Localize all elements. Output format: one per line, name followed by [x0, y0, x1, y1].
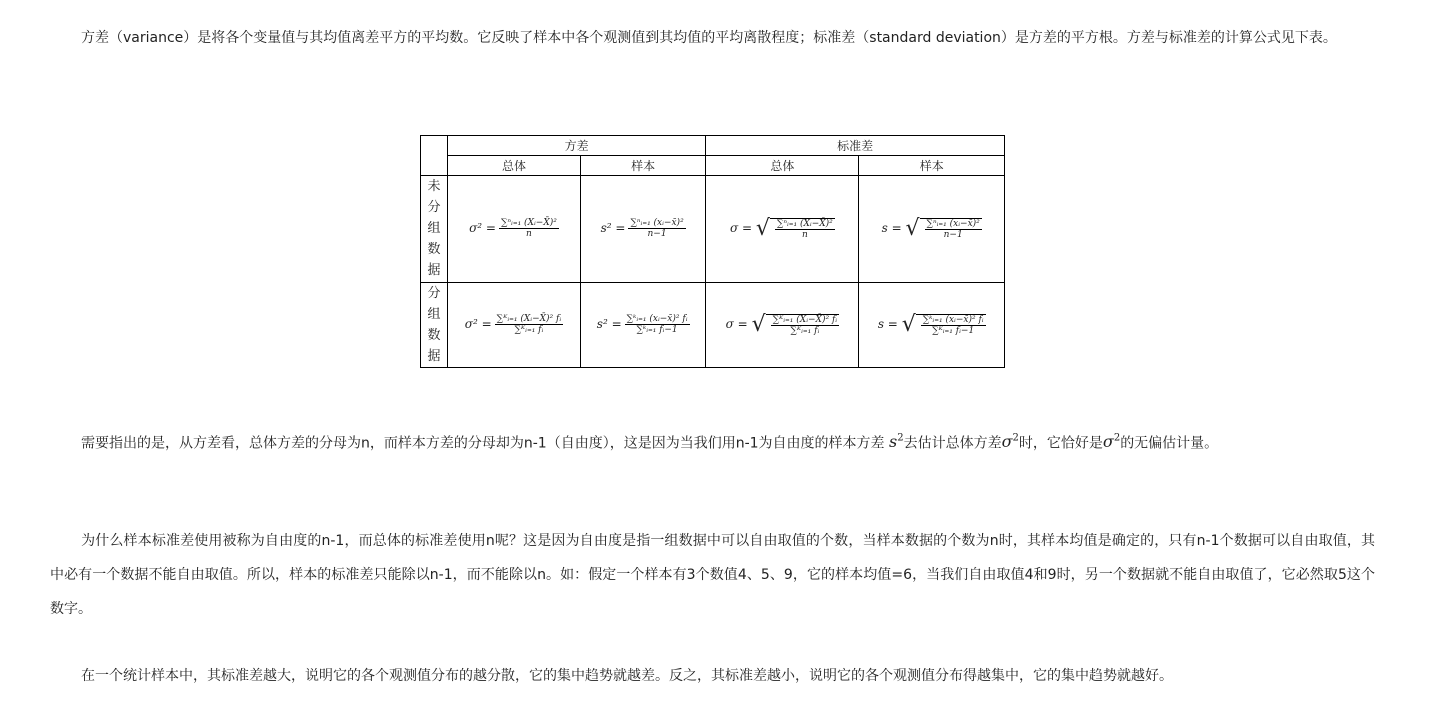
intro-paragraph [50, 21, 1375, 55]
formula-table [420, 135, 1005, 368]
ungrouped-pop-std: σ = √ $\frac{\text{∑ⁿᵢ₌₁ (Xᵢ−X̄)²}}{n}$ [706, 176, 859, 282]
sub-population-var: 总体 [448, 156, 581, 176]
sample-variance-symbol: $s^2$ [889, 432, 904, 452]
why-n-minus-1-paragraph: 为什么样本标准差使用被称为自由度的n-1，而总体的标准差使用n呢？这是因为自由度是指一组数据中可以自由取值的个数，当样本数据的个数为n时，其样本均值是确定的，只有n-1个数据可以自由取值，其中必有一个数据不能自由取值。所以，样本的标准差只能除以n-1，而不能除以n。如：假定一个样本有3个数值4、5、9，它的样本均值=6，当我们自由取值4和9时，另一个数据就不能自由取值了，它必然取5这个数字。 [50, 533, 1375, 617]
population-variance-symbol-2: $\sigma^2$ [1102, 432, 1121, 452]
population-variance-symbol: $\sigma^2$ [1001, 432, 1019, 452]
sub-sample-var: 样本 [580, 156, 705, 176]
grouped-sample-std: s = √ $\frac{\text{∑ᵏᵢ₌₁ (xᵢ−x̄)² fᵢ}}{\text{∑ᴷᵢ₌₁ fᵢ−1}}$ [859, 282, 1005, 367]
dispersion-paragraph: 在一个统计样本中，其标准差越大，说明它的各个观测值分布的越分散，它的集中趋势就越差。反之，其标准差越小，说明它的各个观测值分布得越集中，它的集中趋势就越好。 [81, 668, 1173, 684]
header-std: 标准差 [706, 136, 1005, 156]
ungrouped-pop-variance: σ² = $\frac{\text{∑ⁿᵢ₌₁ (Xᵢ−X̄)²}}{n}$ [448, 176, 581, 282]
row-label-ungrouped: 未 分 组 数 据 [421, 176, 448, 282]
grouped-sample-variance: s² = $\frac{\text{∑ᵏᵢ₌₁ (xᵢ−x̄)² fᵢ}}{\text{∑ᵏᵢ₌₁ fᵢ−1}}$ [580, 282, 705, 367]
sub-sample-std: 样本 [859, 156, 1005, 176]
grouped-pop-variance: σ² = $\frac{\text{∑ᴷᵢ₌₁ (Xᵢ−X̄)² fᵢ}}{\text{∑ᴷᵢ₌₁ fᵢ}}$ [448, 282, 581, 367]
degrees-freedom-paragraph: 需要指出的是，从方差看，总体方差的分母为n，而样本方差的分母却为n-1（自由度），这是因为当我们用n-1为自由度的样本方差 $s^2$去估计总体方差$\sigma^2$时，它恰好是$\sigma^2$的无偏估计量。 [81, 432, 1219, 452]
header-variance: 方差 [448, 136, 706, 156]
ungrouped-sample-variance: s² = $\frac{\text{∑ⁿᵢ₌₁ (xᵢ−x̄)²}}{n-1}$ [580, 176, 705, 282]
sub-population-std: 总体 [706, 156, 859, 176]
ungrouped-sample-std: s = √ $\frac{\text{∑ⁿᵢ₌₁ (xᵢ−x̄)²}}{n-1}$ [859, 176, 1005, 282]
intro-text: 方差（variance）是将各个变量值与其均值离差平方的平均数。它反映了样本中各个观测值到其均值的平均离散程度；标准差（standard deviation）是方差的平方根。方差与标准差的计算公式见下表。 [81, 30, 1337, 46]
row-label-grouped: 分 组 数 据 [421, 282, 448, 367]
grouped-pop-std: σ = √ $\frac{\text{∑ᴷᵢ₌₁ (Xᵢ−X̄)² fᵢ}}{\text{∑ᴷᵢ₌₁ fᵢ}}$ [706, 282, 859, 367]
corner-cell [421, 136, 448, 176]
